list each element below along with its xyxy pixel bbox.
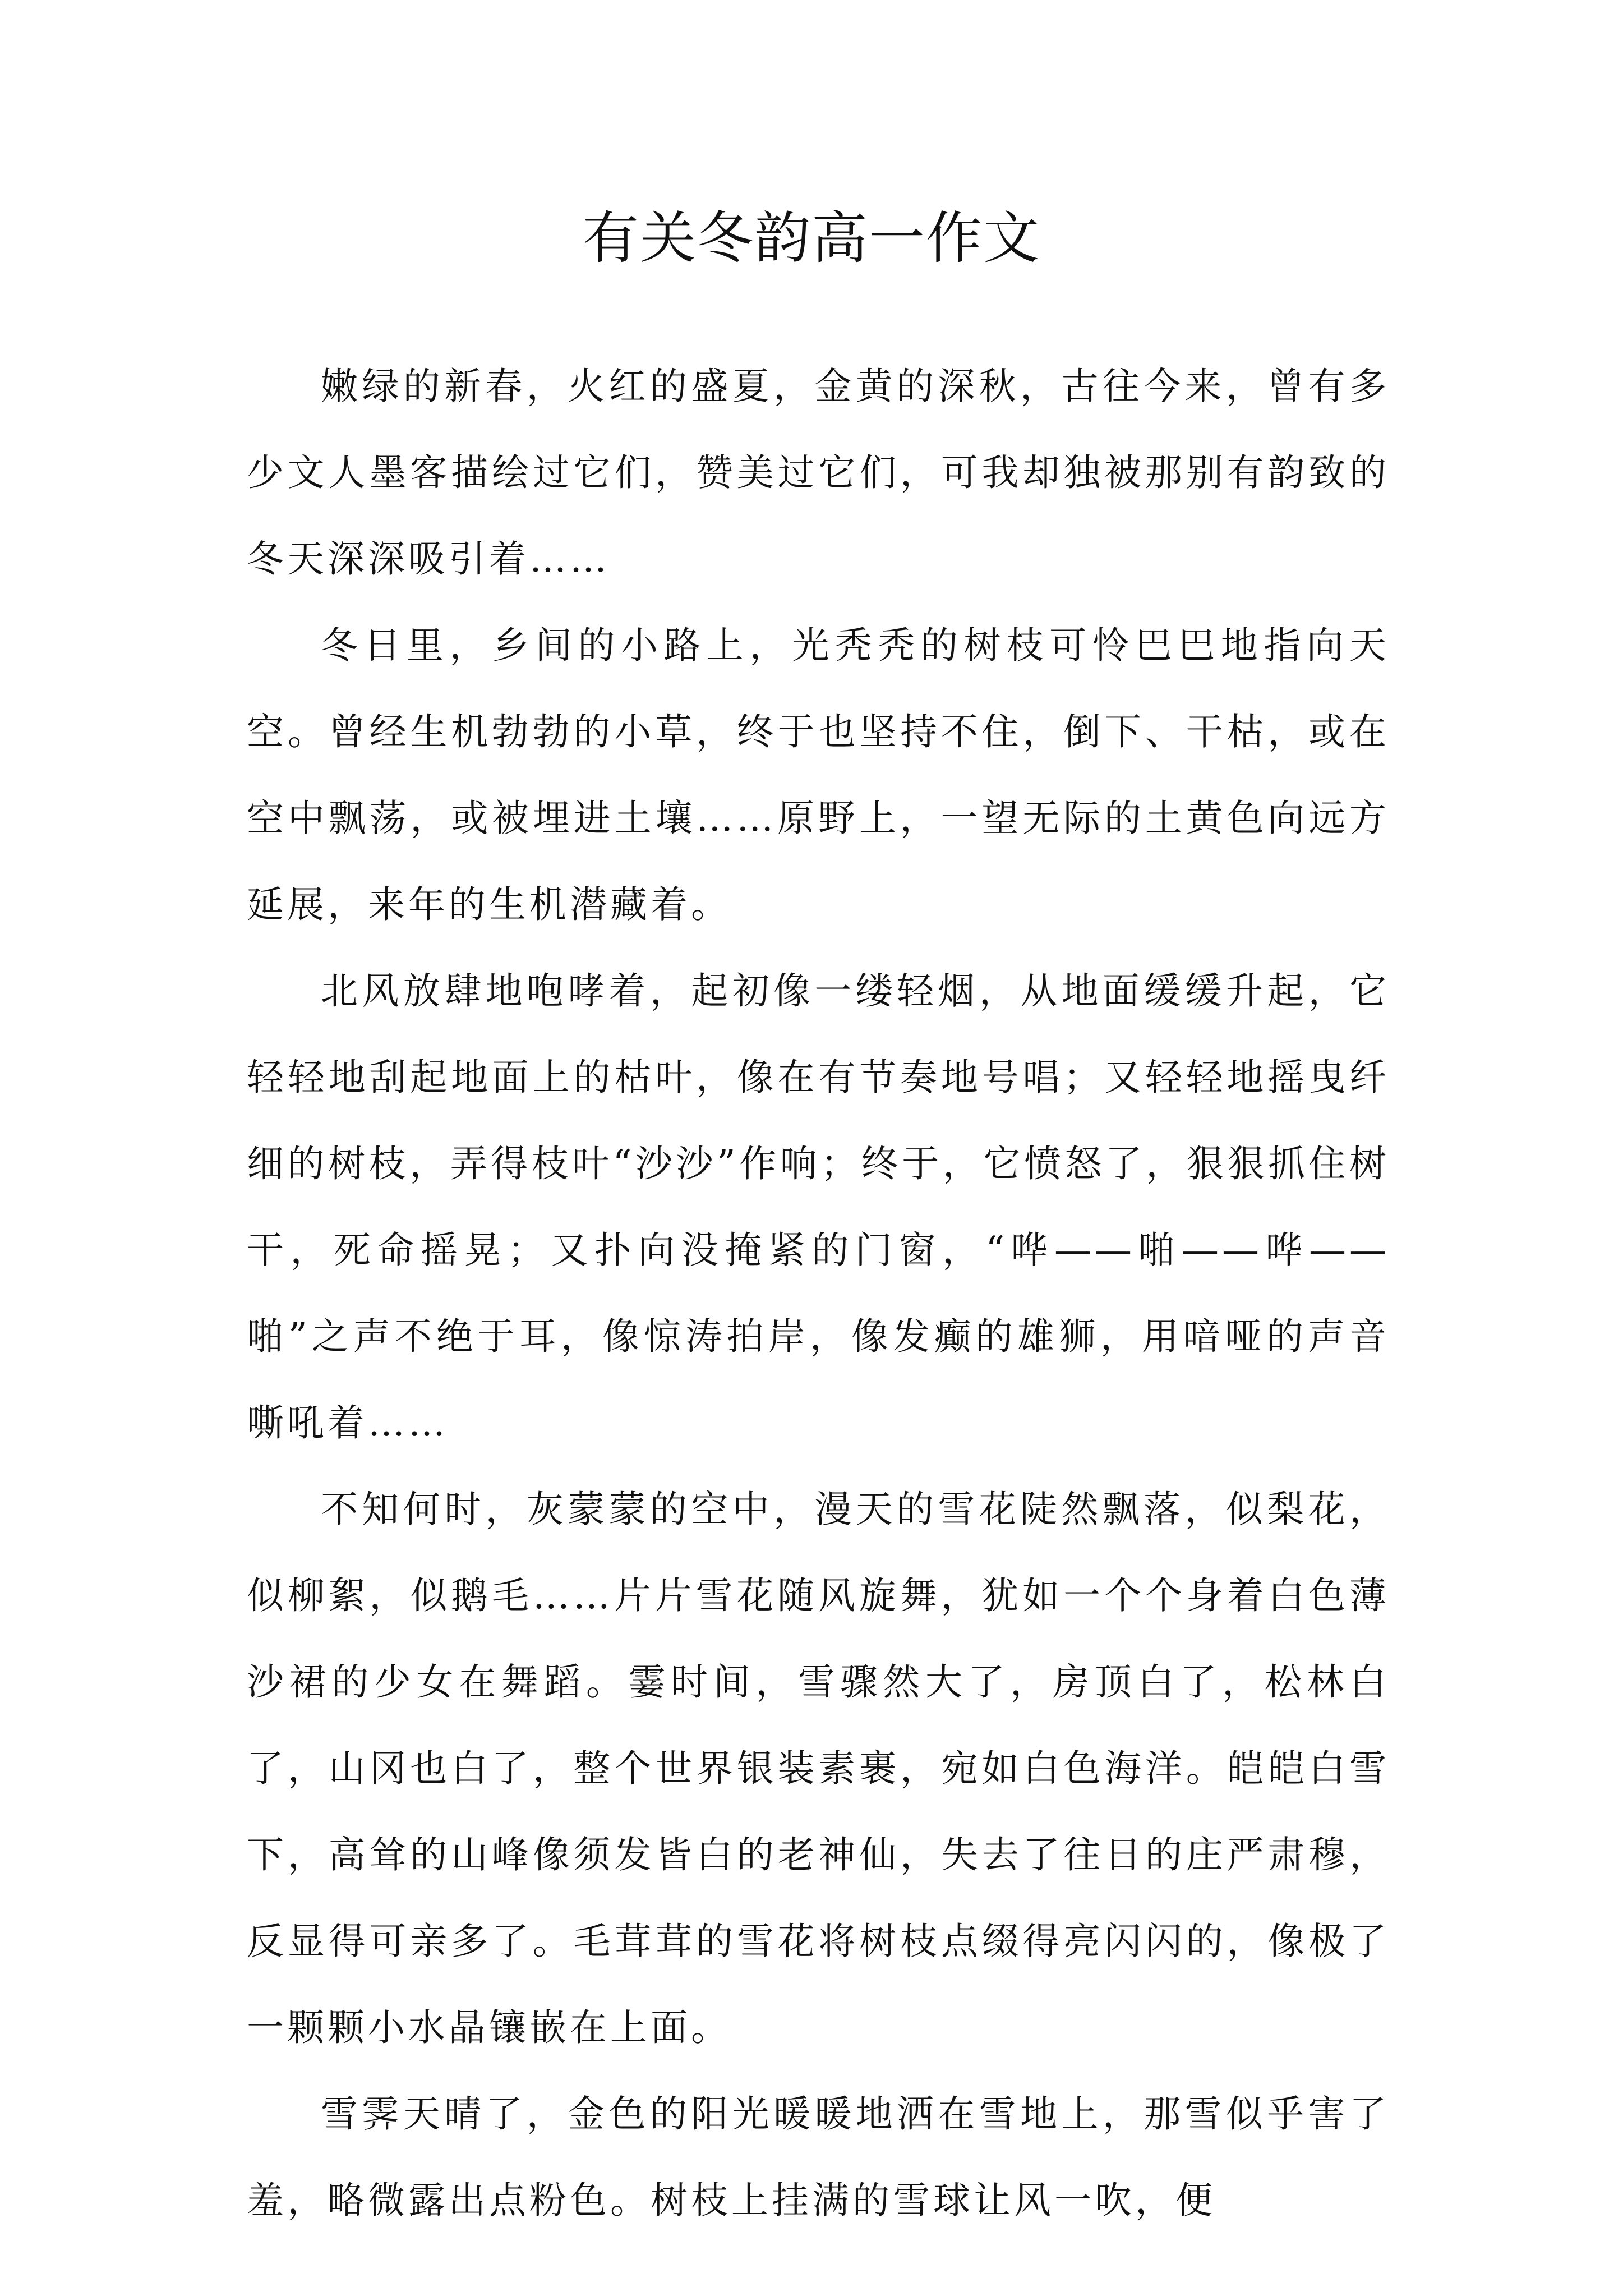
paragraph-4: 不知何时，灰蒙蒙的空中，漫天的雪花陡然飘落，似梨花，似柳絮，似鹅毛……片片雪花随风旋舞，犹如一个个身着白色薄沙裙的少女在舞蹈。霎时间，雪骤然大了，房顶白了，松林白了，山冈也白了，整个世界银装素裹，宛如白色海洋。皑皑白雪下，高耸的山峰像须发皆白的老神仙，失去了往日的庄严肃穆，反显得可亲多了。毛茸茸的雪花将树枝点缀得亮闪闪的，像极了一颗颗小水晶镶嵌在上面。	[247, 1488, 1390, 2049]
paragraph-3: 北风放肆地咆哮着，起初像一缕轻烟，从地面缓缓升起，它轻轻地刮起地面上的枯叶，像在有节奏地号唱；又轻轻地摇曳纤细的树枝，弄得枝叶“沙沙”作响；终于，它愤怒了，狠狠抓住树干，死命摇晃；又扑向没掩紧的门窗，“哗——啪——哗——啪”之声不绝于耳，像惊涛拍岸，像发癫的雄狮，用喑哑的声音嘶吼着……	[247, 969, 1390, 1444]
paragraph-2: 冬日里，乡间的小路上，光秃秃的树枝可怜巴巴地指向天空。曾经生机勃勃的小草，终于也坚持不住，倒下、干枯，或在空中飘荡，或被埋进土壤……原野上，一望无际的土黄色向远方延展，来年的生机潜藏着。	[247, 624, 1390, 926]
paragraph-5: 雪霁天晴了，金色的阳光暖暖地洒在雪地上，那雪似乎害了羞，略微露出点粉色。树枝上挂满的雪球让风一吹，便	[247, 2092, 1390, 2222]
document-body	[247, 343, 1390, 2244]
document-title: 有关冬韵高一作文	[583, 205, 1040, 271]
paragraph-1: 嫩绿的新春，火红的盛夏，金黄的深秋，古往今来，曾有多少文人墨客描绘过它们，赞美过它们，可我却独被那别有韵致的冬天深深吸引着……	[247, 365, 1390, 581]
